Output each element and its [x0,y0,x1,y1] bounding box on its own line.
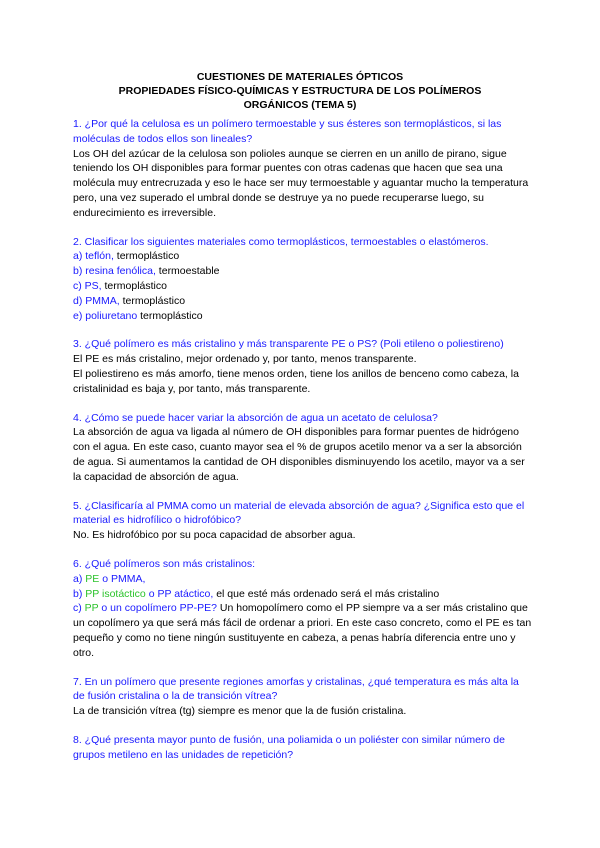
list-item [73,601,533,660]
question-1-text: 1. ¿Por qué la celulosa es un polímero termoestable y sus ésteres son termoplásticos, si las moléculas de todos ellos son lineales? [73,118,502,145]
answer-1-text: Los OH del azúcar de la celulosa son polioles aunque se cierren en un anillo de pirano, sigue teniendo los OH disponibles para formar puentes con otras cadenas que hacen que sea una molécula muy entrecruzada y eso le hace ser muy termoestable y aguantar mucho la temperatura pero, una vez superado el umbral donde se destruye ya no puede recuperarse luego, su endurecimiento es irreversible. [73,147,529,219]
list-item [73,572,533,587]
item-label: d) PMMA, [73,294,120,307]
item-label: e) poliuretano [73,309,138,322]
answer-3-text-2: El poliestireno es más amorfo, tiene menos orden, tiene los anillos de benceno como cabeza, la cristalinidad es baja y, por tanto, más transparente. [73,367,519,395]
question-2-text: 2. Clasificar los siguientes materiales como termoplásticos, termoestables o elastómeros. [73,235,489,248]
option-prefix: a) [73,572,86,585]
question-1 [73,117,533,221]
option-answer: Un homopolímero como el PP siempre va a ser más cristalino que un copolímero ya que será más fácil de ordenar a priori. En este caso concreto, como el PE es tan pequeño y como no tiene ningún sustituyente en cabeza, a penas habría diferencia entre uno y otro. [73,602,532,659]
answer-4-text: La absorción de agua va ligada al número de OH disponibles para formar puentes de hidrógeno con el agua. En este caso, cuanto mayor sea el % de grupos acetilo menor va a ser la absorción de agua. Si aumentamos la cantidad de OH disponibles disminuyendo los acetilo, mayor va a ser la capacidad de absorción de agua. [73,426,525,483]
answer-3-text-1: El PE es más cristalino, mejor ordenado y, por tanto, menos transparente. [73,353,417,366]
question-6 [73,557,533,661]
title-line-3: ORGÁNICOS (TEMA 5) [243,99,357,111]
question-3 [73,337,533,396]
question-5 [73,499,533,543]
item-value: termoplástico [119,294,186,307]
item-value: termoplástico [137,309,203,322]
option-answer: el que esté más ordenado será el más cristalino [213,587,440,600]
document-title [72,70,528,112]
list-item [73,587,533,602]
question-8 [73,733,533,763]
option-highlight: PP isotáctico [85,587,146,600]
list-item [73,279,533,294]
list-item [73,249,533,264]
document-content [73,117,533,776]
item-label: c) PS, [73,279,102,292]
item-label: a) teflón, [73,250,114,263]
list-item [73,309,533,324]
answer-7-text: La de transición vítrea (tg) siempre es menor que la de fusión cristalina. [73,705,407,718]
question-8-text: 8. ¿Qué presenta mayor punto de fusión, una poliamida o un poliéster con similar número de grupos metileno en las unidades de repetición? [73,733,505,761]
item-value: termoplástico [113,250,180,263]
answer-5-text: No. Es hidrofóbico por su poca capacidad de absorber agua. [73,529,356,542]
title-line-2: PROPIEDADES FÍSICO-QUÍMICAS Y ESTRUCTURA DE LOS POLÍMEROS [118,85,482,97]
item-label: b) resina fenólica, [73,265,156,278]
option-rest: o PMMA, [99,572,146,585]
option-highlight: PP [84,602,99,615]
question-4 [73,411,533,485]
option-prefix: b) [73,587,86,600]
question-3-text: 3. ¿Qué polímero es más cristalino y más transparente PE o PS? (Poli etileno o poliestireno) [73,338,504,351]
option-highlight: PE [85,572,100,585]
item-value: termoplástico [101,279,167,292]
option-prefix: c) [73,602,85,615]
question-2 [73,235,533,324]
option-rest: o un copolímero PP-PE? [98,602,217,615]
list-item [73,294,533,309]
list-item [73,264,533,279]
question-6-text: 6. ¿Qué polímeros son más cristalinos: [73,557,256,570]
question-5-text: 5. ¿Clasificaría al PMMA como un material de elevada absorción de agua? ¿Significa esto que el material es hidrofílico o hidrofóbico? [73,499,525,527]
option-rest: o PP atáctico, [145,587,214,600]
question-4-text: 4. ¿Cómo se puede hacer variar la absorción de agua un acetato de celulosa? [73,411,438,424]
item-value: termoestable [155,265,220,278]
question-7-text: 7. En un polímero que presente regiones amorfas y cristalinas, ¿qué temperatura es más alta la de fusión cristalina o la de transición vítrea? [73,675,519,703]
title-line-1: CUESTIONES DE MATERIALES ÓPTICOS [196,71,404,83]
question-7 [73,675,533,719]
